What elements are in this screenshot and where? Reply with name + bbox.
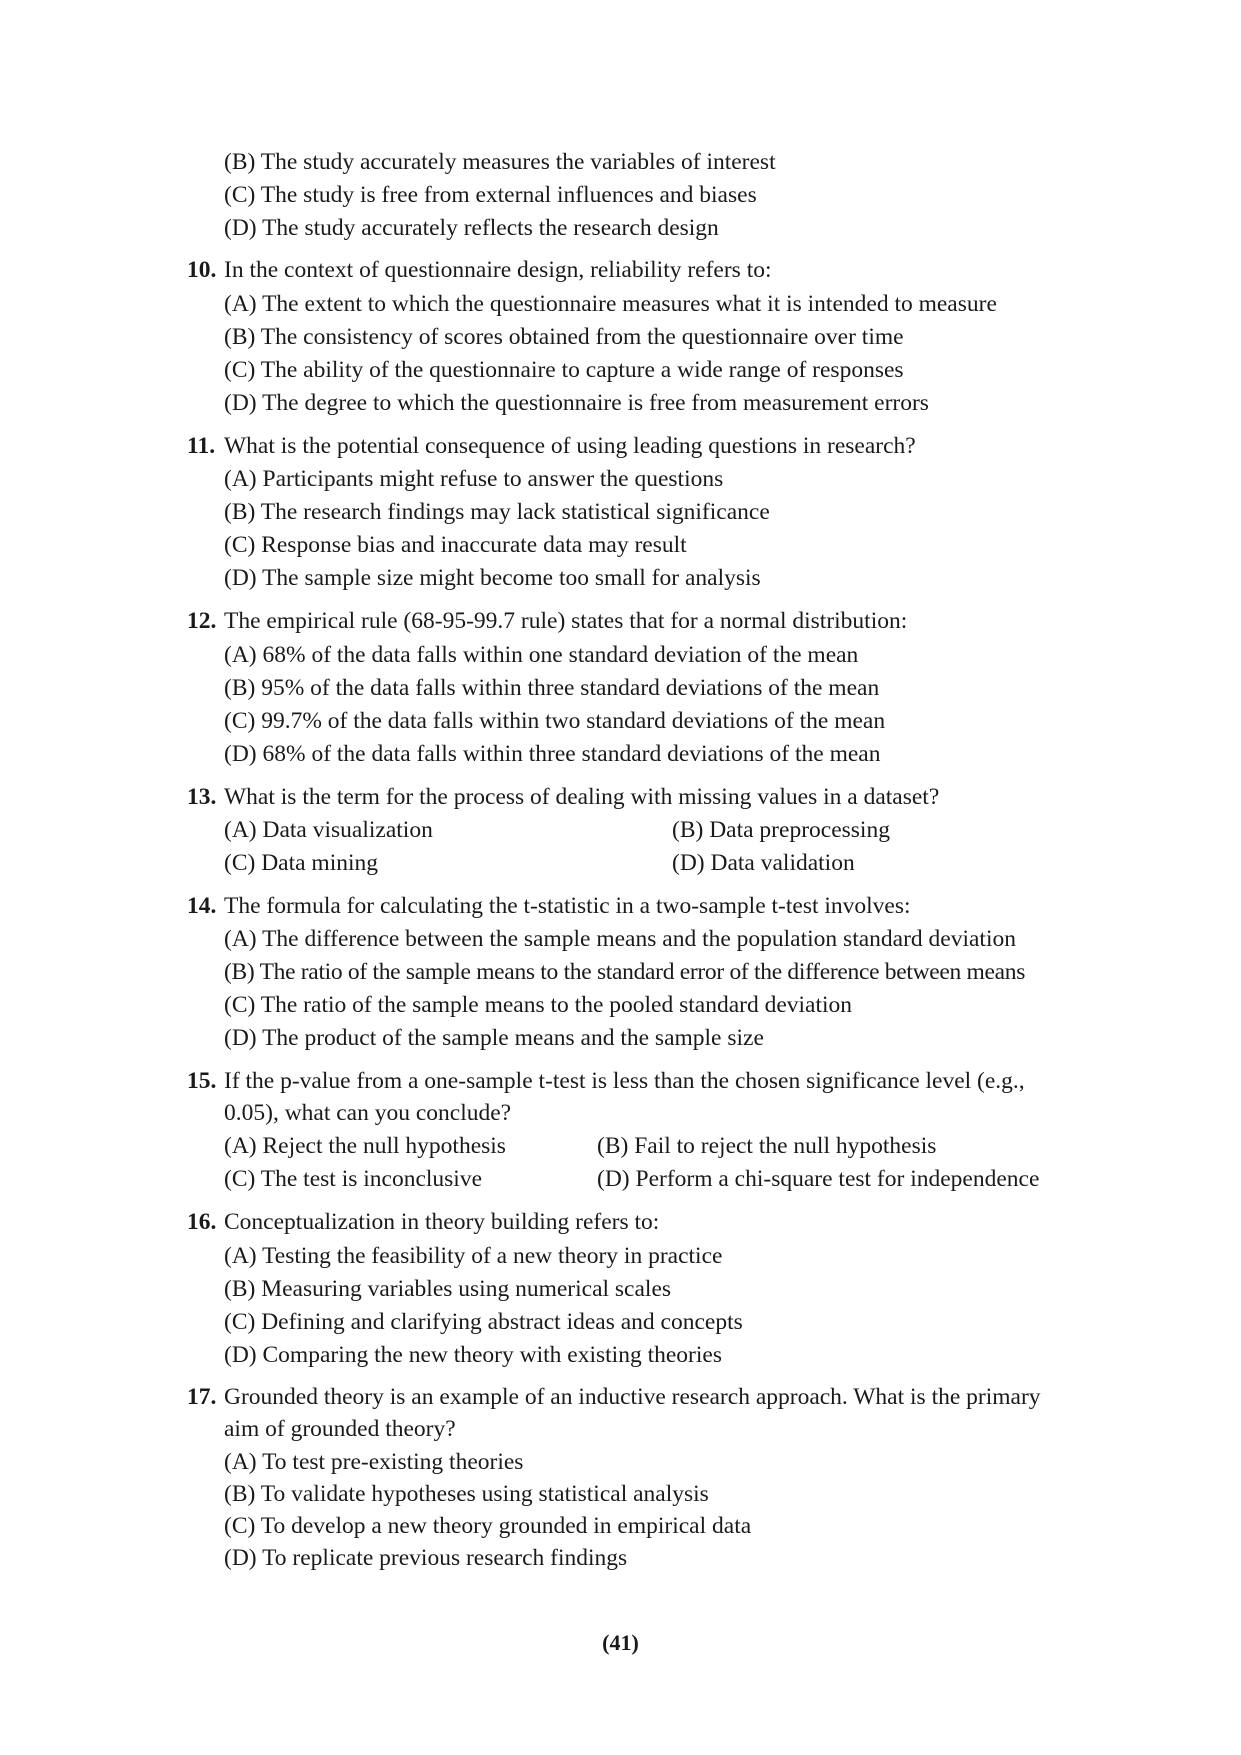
question-number: 17.: [187, 1384, 217, 1410]
question-stem-continued: 0.05), what can you conclude?: [224, 1100, 512, 1126]
question-number: 15.: [187, 1068, 217, 1094]
question-stem: The empirical rule (68-95-99.7 rule) states that for a normal distribution:: [224, 608, 908, 634]
option-c: (C) The ratio of the sample means to the pooled standard deviation: [224, 992, 853, 1018]
option-c: (C) 99.7% of the data falls within two standard deviations of the mean: [224, 708, 886, 734]
option-a: (A) Reject the null hypothesis: [224, 1133, 506, 1159]
question-stem: Grounded theory is an example of an inductive research approach. What is the primary: [224, 1384, 1041, 1410]
option-c: (C) To develop a new theory grounded in empirical data: [224, 1513, 752, 1539]
question-stem: The formula for calculating the t-statistic in a two-sample t-test involves:: [224, 893, 911, 919]
option-b: (B) The ratio of the sample means to the standard error of the difference between means: [224, 959, 1026, 985]
option-a: (A) Data visualization: [224, 817, 433, 843]
option-c: (C) The ability of the questionnaire to capture a wide range of responses: [224, 357, 904, 383]
option-a: (A) The extent to which the questionnaire measures what it is intended to measure: [224, 291, 997, 317]
option-a: (A) Testing the feasibility of a new theory in practice: [224, 1243, 723, 1269]
option-d: (D) Perform a chi-square test for independence: [597, 1166, 1040, 1192]
option-a: (A) 68% of the data falls within one standard deviation of the mean: [224, 642, 859, 668]
option-b: (B) The consistency of scores obtained from the questionnaire over time: [224, 324, 904, 350]
question-number: 14.: [187, 893, 217, 919]
question-stem: What is the term for the process of dealing with missing values in a dataset?: [224, 784, 940, 810]
option-b: (B) Fail to reject the null hypothesis: [597, 1133, 937, 1159]
question-number: 13.: [187, 784, 217, 810]
option-d: (D) Comparing the new theory with existing theories: [224, 1342, 722, 1368]
option-d: (D) Data validation: [672, 850, 855, 876]
question-stem: In the context of questionnaire design, reliability refers to:: [224, 257, 772, 283]
question-stem-continued: aim of grounded theory?: [224, 1416, 456, 1442]
option-c: (C) Response bias and inaccurate data may result: [224, 532, 687, 558]
option-b: (B) The research findings may lack statistical significance: [224, 499, 770, 525]
option-a: (A) The difference between the sample means and the population standard deviation: [224, 926, 1016, 952]
question-stem: What is the potential consequence of using leading questions in research?: [224, 433, 916, 459]
page-number: (41): [602, 1630, 639, 1655]
question-number: 10.: [187, 257, 217, 283]
option-line: (C) The study is free from external influences and biases: [224, 182, 757, 208]
option-d: (D) 68% of the data falls within three standard deviations of the mean: [224, 741, 881, 767]
option-a: (A) Participants might refuse to answer the questions: [224, 466, 724, 492]
option-line: (D) The study accurately reflects the research design: [224, 215, 719, 241]
question-number: 12.: [187, 608, 217, 634]
option-c: (C) Data mining: [224, 850, 379, 876]
option-b: (B) 95% of the data falls within three standard deviations of the mean: [224, 675, 880, 701]
option-d: (D) The product of the sample means and the sample size: [224, 1025, 764, 1051]
option-d: (D) The sample size might become too small for analysis: [224, 565, 761, 591]
question-stem: If the p-value from a one-sample t-test is less than the chosen significance level (e.g.,: [224, 1068, 1025, 1094]
question-number: 16.: [187, 1209, 217, 1235]
question-number: 11.: [187, 433, 216, 459]
option-d: (D) To replicate previous research findings: [224, 1545, 628, 1571]
option-c: (C) Defining and clarifying abstract ideas and concepts: [224, 1309, 743, 1335]
option-b: (B) Measuring variables using numerical scales: [224, 1276, 672, 1302]
option-b: (B) To validate hypotheses using statistical analysis: [224, 1481, 709, 1507]
option-d: (D) The degree to which the questionnaire is free from measurement errors: [224, 390, 929, 416]
option-a: (A) To test pre-existing theories: [224, 1449, 524, 1475]
option-c: (C) The test is inconclusive: [224, 1166, 483, 1192]
option-line: (B) The study accurately measures the variables of interest: [224, 149, 776, 175]
option-b: (B) Data preprocessing: [672, 817, 890, 843]
question-stem: Conceptualization in theory building refers to:: [224, 1209, 660, 1235]
